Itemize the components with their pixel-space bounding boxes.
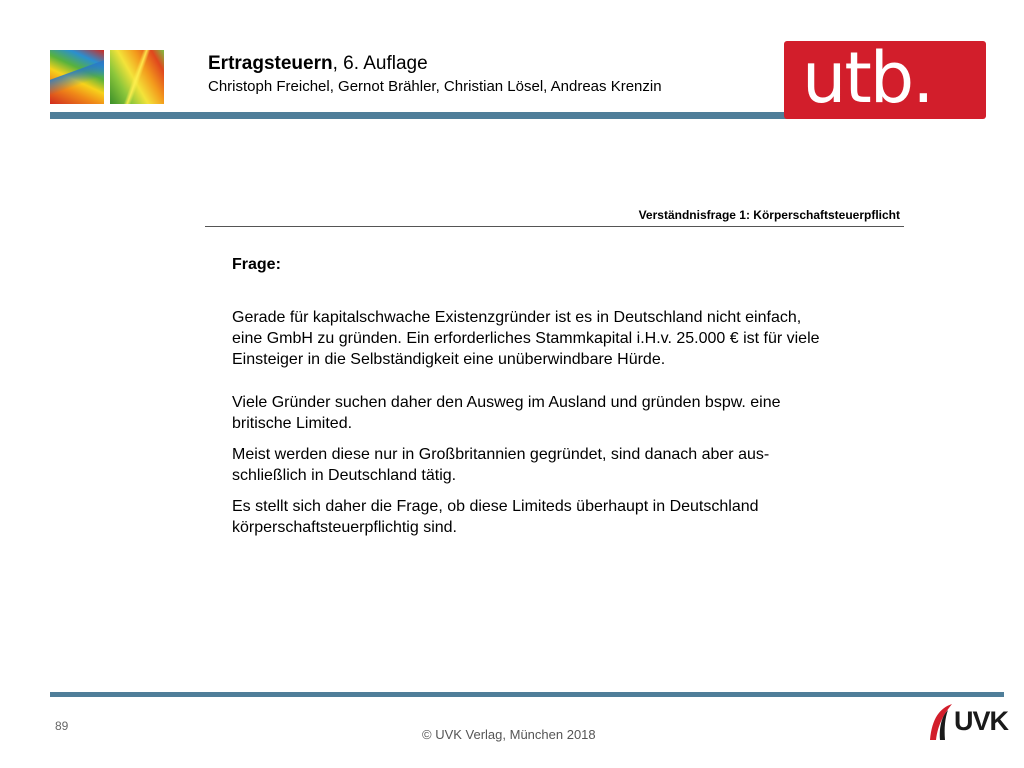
question-paragraph: Gerade für kapitalschwache Existenzgründer ist es in Deutschland nicht einfach, eine GmbH zu gründen. Ein erforderliches Stammkapital i.H.v. 25.000 € ist für viele Einsteiger in die Selbständigkeit eine unüberwindbare Hürde. bbox=[232, 309, 820, 368]
page-number: 89 bbox=[55, 719, 69, 733]
question-paragraph: Meist werden diese nur in Großbritannien gegründet, sind danach aber aus- schließlich in Deutschland tätig. bbox=[232, 446, 770, 484]
cover-thumbnail-2 bbox=[110, 50, 164, 104]
cover-thumbnail-1 bbox=[50, 50, 104, 104]
uvk-sail-icon bbox=[926, 702, 956, 742]
book-title: Ertragsteuern, 6. Auflage bbox=[208, 53, 428, 74]
footer-divider bbox=[50, 692, 1004, 697]
question-paragraph: Viele Gründer suchen daher den Ausweg im Ausland und gründen bspw. eine britische Limited. bbox=[232, 394, 781, 432]
uvk-logo: UVK bbox=[926, 702, 1006, 742]
header-divider bbox=[50, 112, 850, 119]
copyright-notice: © UVK Verlag, München 2018 bbox=[422, 727, 596, 742]
section-title: Verständnisfrage 1: Körperschaftsteuerpflicht bbox=[638, 208, 900, 222]
book-authors: Christoph Freichel, Gernot Brähler, Christian Lösel, Andreas Krenzin bbox=[208, 78, 662, 95]
section-rule bbox=[205, 226, 904, 227]
question-paragraph: Es stellt sich daher die Frage, ob diese Limiteds überhaupt in Deutschland körperschaftsteuerpflichtig sind. bbox=[232, 498, 759, 536]
utb-logo: utb. bbox=[784, 41, 986, 119]
question-label: Frage: bbox=[232, 256, 281, 273]
